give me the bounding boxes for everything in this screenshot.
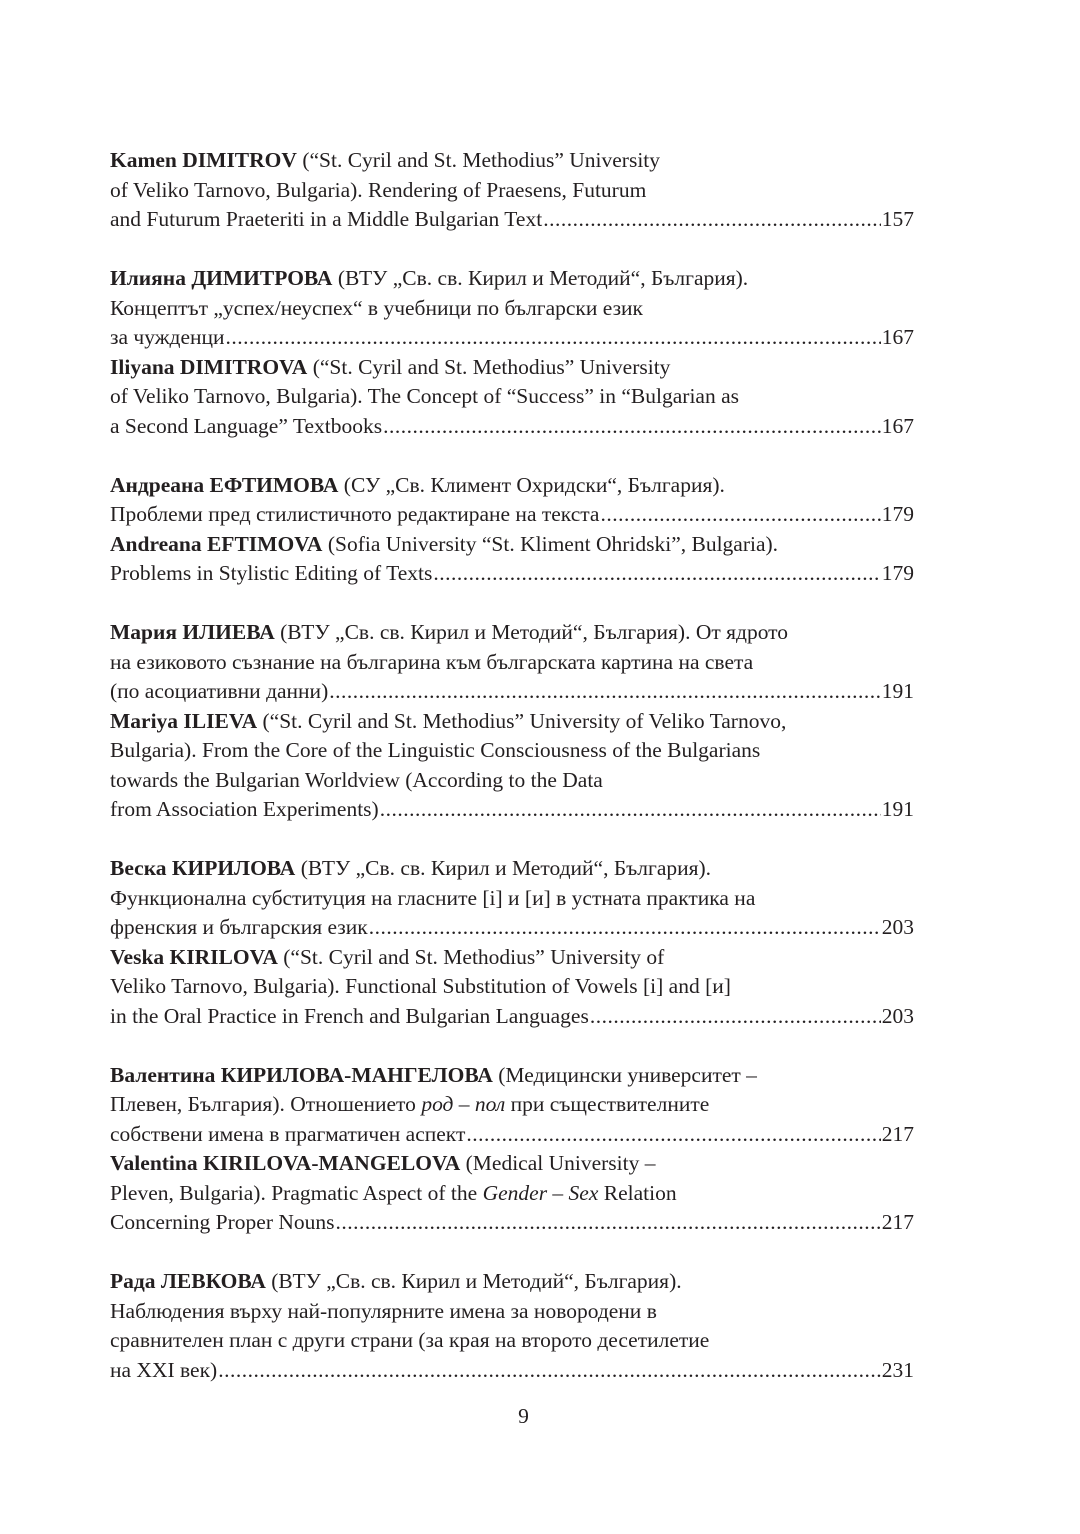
entry-text: (“St. Cyril and St. Methodius” University [296, 148, 661, 172]
entry-first-line [110, 1267, 914, 1297]
entry-text: in the Oral Practice in French and Bulgarian Languages [110, 1003, 589, 1028]
toc-group [110, 471, 914, 589]
entry-text: (Medical University – [460, 1151, 656, 1175]
entry-text-line [110, 1179, 914, 1209]
entry-last-line [110, 1208, 914, 1238]
entry-text: френския и българския език [110, 915, 368, 939]
author-name: Mariya ILIEVA [110, 708, 258, 733]
entry-text-line: Наблюдения върху най-популярните имена за новородени в [110, 1298, 657, 1323]
toc-group [110, 1267, 914, 1385]
entry-last-line [110, 205, 914, 235]
entry-text: Concerning Proper Nouns [110, 1210, 335, 1234]
page-ref: 217 [881, 1121, 914, 1146]
author-name: Veska KIRILOVA [110, 944, 278, 969]
toc-entry [110, 707, 914, 825]
entry-text: (ВТУ „Св. св. Кирил и Методий“, България). [332, 266, 749, 290]
entry-first-line [110, 707, 914, 737]
entry-text: (“St. Cyril and St. Methodius” University of [277, 944, 665, 969]
author-name: Iliyana DIMITROVA [110, 354, 308, 379]
entry-first-line [110, 146, 914, 176]
entry-text: Relation [598, 1180, 677, 1205]
toc-entry [110, 146, 914, 235]
entry-first-line [110, 530, 914, 560]
page-ref: 191 [881, 797, 914, 821]
entry-last-line [110, 1002, 914, 1032]
table-of-contents [110, 146, 914, 1415]
entry-italic-text: род – пол [421, 1092, 506, 1116]
page-number: 9 [518, 1404, 529, 1428]
dot-leader [380, 795, 881, 825]
entry-text-line: Veliko Tarnovo, Bulgaria). Functional Substitution of Vowels [i] and [и] [110, 974, 731, 998]
entry-last-line [110, 913, 914, 943]
author-name: Valentina KIRILOVA-MANGELOVA [110, 1151, 461, 1175]
page-ref: 203 [881, 1003, 914, 1028]
page-ref: 231 [881, 1357, 914, 1382]
toc-group [110, 264, 914, 441]
toc-group [110, 146, 914, 235]
entry-text: (ВТУ „Св. св. Кирил и Методий“, България). [295, 856, 712, 880]
entry-last-line [110, 323, 914, 353]
entry-text: from Association Experiments) [110, 797, 379, 821]
entry-last-line [110, 677, 914, 707]
toc-entry [110, 353, 914, 442]
author-name: Илияна ДИМИТРОВА [110, 266, 333, 290]
dot-leader [543, 205, 881, 235]
author-name: Мария ИЛИЕВА [110, 620, 275, 644]
entry-text: Проблеми пред стилистичното редактиране на текста [110, 502, 600, 526]
entry-first-line [110, 1149, 914, 1179]
page-ref: 179 [881, 502, 914, 526]
dot-leader [329, 677, 881, 707]
page-ref: 217 [881, 1210, 914, 1234]
entry-text: (СУ „Св. Климент Охридски“, България). [338, 472, 725, 497]
entry-last-line [110, 795, 914, 825]
entry-text: (ВТУ „Св. св. Кирил и Методий“, България). [265, 1269, 682, 1293]
author-name: Andreana EFTIMOVA [110, 531, 323, 556]
page-ref: 167 [881, 325, 914, 349]
entry-last-line [110, 500, 914, 530]
author-name: Андреана ЕФТИМОВА [110, 472, 339, 497]
entry-text: при съществителните [505, 1092, 710, 1116]
entry-text: (по асоциативни данни) [110, 679, 329, 703]
toc-entry [110, 264, 914, 353]
entry-text: (ВТУ „Св. св. Кирил и Методий“, България). От ядрото [274, 620, 789, 644]
toc-group [110, 854, 914, 1031]
entry-last-line [110, 559, 914, 589]
dot-leader [590, 1002, 881, 1032]
author-name: Веска КИРИЛОВА [110, 856, 296, 880]
entry-text: (Медицински университет – [492, 1062, 757, 1087]
toc-entry [110, 1267, 914, 1385]
entry-text: Pleven, Bulgaria). Pragmatic Aspect of the [110, 1180, 483, 1205]
entry-first-line [110, 264, 914, 294]
entry-first-line [110, 353, 914, 383]
dot-leader [433, 559, 880, 589]
author-name: Kamen DIMITROV [110, 148, 297, 172]
dot-leader [218, 1356, 881, 1386]
entry-text-line: of Veliko Tarnovo, Bulgaria). The Concept of “Success” in “Bulgarian as [110, 384, 740, 408]
entry-text-line: сравнителен план с други страни (за края на второто десетилетие [110, 1328, 710, 1352]
dot-leader [383, 412, 881, 442]
entry-first-line [110, 471, 914, 501]
entry-text-line: Функционална субституция на гласните [i] и [и] в устната практика на [110, 885, 756, 910]
author-name: Рада ЛЕВКОВА [110, 1269, 266, 1293]
toc-group [110, 1061, 914, 1238]
page-ref: 179 [881, 561, 914, 585]
dot-leader [466, 1120, 880, 1150]
entry-text: собствени имена в прагматичен аспект [110, 1121, 466, 1146]
toc-entry [110, 471, 914, 530]
entry-first-line [110, 943, 914, 973]
entry-text-line: на езиковото съзнание на българина към българската картина на света [110, 649, 754, 674]
entry-text: (“St. Cyril and St. Methodius” University of Veliko Tarnovo, [257, 708, 787, 733]
entry-text: Плевен, България). Отношението [110, 1092, 422, 1116]
toc-entry [110, 530, 914, 589]
entry-text-line: of Veliko Tarnovo, Bulgaria). Rendering of Praesens, Futurum [110, 177, 647, 202]
entry-text: (“St. Cyril and St. Methodius” University [307, 354, 671, 379]
author-name: Валентина КИРИЛОВА-МАНГЕЛОВА [110, 1062, 493, 1087]
entry-text-line: Концептът „успех/неуспех“ в учебници по български език [110, 295, 644, 320]
toc-entry [110, 854, 914, 943]
dot-leader [226, 323, 881, 353]
entry-text-line: towards the Bulgarian Worldview (According to the Data [110, 767, 603, 792]
entry-text-line: Bulgaria). From the Core of the Linguistic Consciousness of the Bulgarians [110, 738, 761, 762]
entry-text: за чужденци [110, 325, 225, 349]
dot-leader [369, 913, 881, 943]
entry-first-line [110, 1061, 914, 1091]
toc-group [110, 618, 914, 825]
toc-entry [110, 1149, 914, 1238]
dot-leader [600, 500, 880, 530]
entry-text: (Sofia University “St. Kliment Ohridski”, Bulgaria). [322, 531, 779, 556]
entry-last-line [110, 1120, 914, 1150]
page-ref: 167 [881, 413, 914, 438]
page-ref: 157 [881, 207, 914, 231]
entry-first-line [110, 854, 914, 884]
entry-last-line [110, 1356, 914, 1386]
entry-text: Problems in Stylistic Editing of Texts [110, 561, 433, 585]
entry-text-line [110, 1090, 914, 1120]
toc-entry [110, 1061, 914, 1150]
toc-entry [110, 943, 914, 1032]
dot-leader [336, 1208, 881, 1238]
page-ref: 203 [881, 915, 914, 939]
toc-entry [110, 618, 914, 707]
entry-italic-text: Gender – Sex [482, 1180, 599, 1205]
entry-text: a Second Language” Textbooks [110, 413, 383, 438]
entry-text: and Futurum Praeteriti in a Middle Bulgarian Text [110, 207, 543, 231]
page-ref: 191 [881, 679, 914, 703]
entry-first-line [110, 618, 914, 648]
entry-text: на XXI век) [110, 1357, 218, 1382]
entry-last-line [110, 412, 914, 442]
